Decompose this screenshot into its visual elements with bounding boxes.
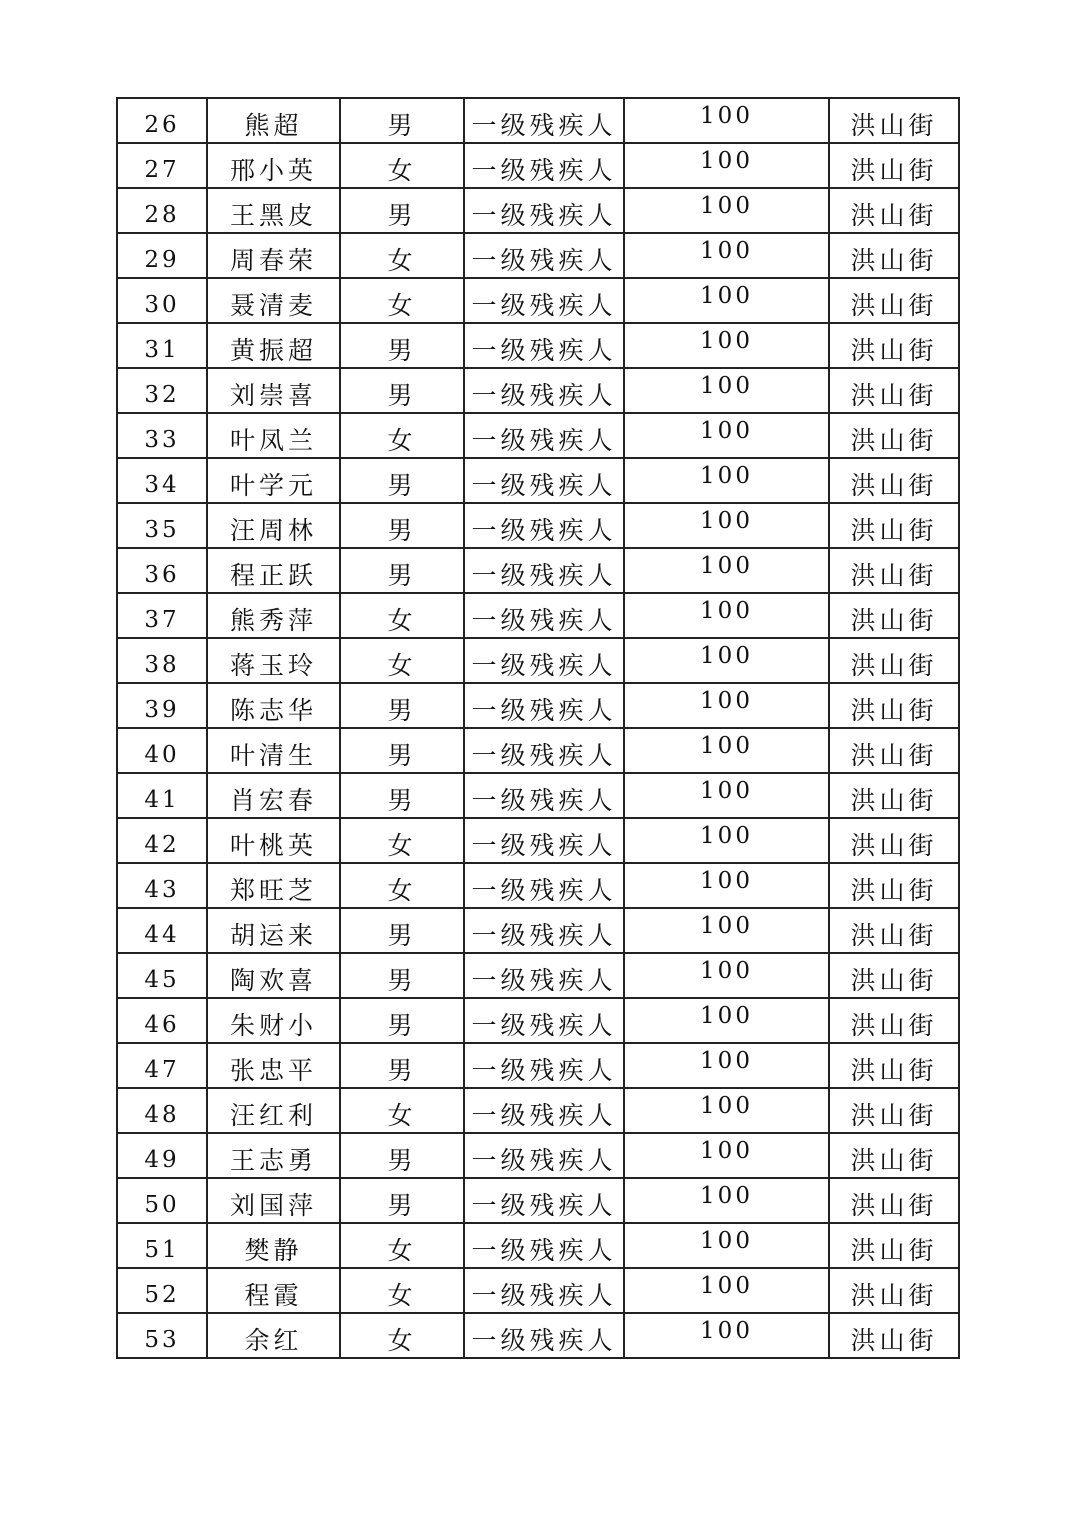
gender-cell: 女	[340, 593, 464, 638]
category-cell: 一级残疾人	[464, 413, 624, 458]
table-row	[117, 458, 959, 503]
row-number: 42	[117, 818, 207, 863]
row-number: 35	[117, 503, 207, 548]
category-cell: 一级残疾人	[464, 1043, 624, 1088]
category-cell: 一级残疾人	[464, 1313, 624, 1358]
gender-cell: 女	[340, 143, 464, 188]
gender-cell: 男	[340, 1178, 464, 1223]
category-cell: 一级残疾人	[464, 1133, 624, 1178]
amount-cell: 100	[624, 278, 829, 323]
area-cell: 洪山街	[829, 1133, 959, 1178]
person-name: 熊秀萍	[207, 593, 340, 638]
gender-cell: 男	[340, 728, 464, 773]
gender-cell: 男	[340, 458, 464, 503]
amount-cell: 100	[624, 1043, 829, 1088]
gender-cell: 女	[340, 1268, 464, 1313]
table-row	[117, 1043, 959, 1088]
amount-cell: 100	[624, 368, 829, 413]
person-name: 蒋玉玲	[207, 638, 340, 683]
gender-cell: 女	[340, 1313, 464, 1358]
person-name: 刘崇喜	[207, 368, 340, 413]
gender-cell: 女	[340, 278, 464, 323]
category-cell: 一级残疾人	[464, 683, 624, 728]
amount-cell: 100	[624, 503, 829, 548]
row-number: 31	[117, 323, 207, 368]
table-row	[117, 1178, 959, 1223]
row-number: 44	[117, 908, 207, 953]
area-cell: 洪山街	[829, 278, 959, 323]
table-row	[117, 638, 959, 683]
gender-cell: 女	[340, 233, 464, 278]
row-number: 26	[117, 98, 207, 143]
row-number: 47	[117, 1043, 207, 1088]
row-number: 37	[117, 593, 207, 638]
amount-cell: 100	[624, 1178, 829, 1223]
row-number: 40	[117, 728, 207, 773]
amount-cell: 100	[624, 638, 829, 683]
amount-cell: 100	[624, 998, 829, 1043]
amount-cell: 100	[624, 773, 829, 818]
row-number: 29	[117, 233, 207, 278]
area-cell: 洪山街	[829, 773, 959, 818]
person-name: 程正跃	[207, 548, 340, 593]
person-name: 周春荣	[207, 233, 340, 278]
table-row	[117, 278, 959, 323]
category-cell: 一级残疾人	[464, 233, 624, 278]
area-cell: 洪山街	[829, 953, 959, 998]
category-cell: 一级残疾人	[464, 953, 624, 998]
area-cell: 洪山街	[829, 548, 959, 593]
person-name: 程霞	[207, 1268, 340, 1313]
amount-cell: 100	[624, 908, 829, 953]
amount-cell: 100	[624, 1088, 829, 1133]
amount-cell: 100	[624, 683, 829, 728]
gender-cell: 女	[340, 1223, 464, 1268]
amount-cell: 100	[624, 1133, 829, 1178]
amount-cell: 100	[624, 323, 829, 368]
row-number: 50	[117, 1178, 207, 1223]
gender-cell: 男	[340, 683, 464, 728]
category-cell: 一级残疾人	[464, 188, 624, 233]
subsidy-table	[116, 97, 960, 1359]
gender-cell: 男	[340, 503, 464, 548]
amount-cell: 100	[624, 818, 829, 863]
table-row	[117, 1268, 959, 1313]
amount-cell: 100	[624, 98, 829, 143]
table-row	[117, 413, 959, 458]
gender-cell: 男	[340, 368, 464, 413]
area-cell: 洪山街	[829, 683, 959, 728]
person-name: 胡运来	[207, 908, 340, 953]
area-cell: 洪山街	[829, 1268, 959, 1313]
category-cell: 一级残疾人	[464, 998, 624, 1043]
category-cell: 一级残疾人	[464, 818, 624, 863]
row-number: 53	[117, 1313, 207, 1358]
row-number: 52	[117, 1268, 207, 1313]
area-cell: 洪山街	[829, 503, 959, 548]
person-name: 王黑皮	[207, 188, 340, 233]
row-number: 27	[117, 143, 207, 188]
area-cell: 洪山街	[829, 1043, 959, 1088]
category-cell: 一级残疾人	[464, 593, 624, 638]
table-row	[117, 1223, 959, 1268]
person-name: 朱财小	[207, 998, 340, 1043]
area-cell: 洪山街	[829, 593, 959, 638]
gender-cell: 男	[340, 908, 464, 953]
amount-cell: 100	[624, 593, 829, 638]
category-cell: 一级残疾人	[464, 368, 624, 413]
gender-cell: 女	[340, 818, 464, 863]
area-cell: 洪山街	[829, 323, 959, 368]
category-cell: 一级残疾人	[464, 908, 624, 953]
row-number: 38	[117, 638, 207, 683]
table-row	[117, 548, 959, 593]
table-row	[117, 1088, 959, 1133]
category-cell: 一级残疾人	[464, 1178, 624, 1223]
table-row	[117, 863, 959, 908]
person-name: 肖宏春	[207, 773, 340, 818]
gender-cell: 男	[340, 773, 464, 818]
table-body	[117, 98, 959, 1358]
person-name: 叶学元	[207, 458, 340, 503]
person-name: 张忠平	[207, 1043, 340, 1088]
row-number: 32	[117, 368, 207, 413]
table-row	[117, 728, 959, 773]
area-cell: 洪山街	[829, 413, 959, 458]
gender-cell: 男	[340, 998, 464, 1043]
area-cell: 洪山街	[829, 908, 959, 953]
gender-cell: 男	[340, 1043, 464, 1088]
person-name: 陈志华	[207, 683, 340, 728]
table-row	[117, 773, 959, 818]
gender-cell: 女	[340, 413, 464, 458]
gender-cell: 男	[340, 548, 464, 593]
row-number: 36	[117, 548, 207, 593]
row-number: 34	[117, 458, 207, 503]
row-number: 39	[117, 683, 207, 728]
area-cell: 洪山街	[829, 368, 959, 413]
table-row	[117, 953, 959, 998]
person-name: 郑旺芝	[207, 863, 340, 908]
row-number: 45	[117, 953, 207, 998]
amount-cell: 100	[624, 863, 829, 908]
row-number: 43	[117, 863, 207, 908]
area-cell: 洪山街	[829, 863, 959, 908]
category-cell: 一级残疾人	[464, 1268, 624, 1313]
person-name: 叶桃英	[207, 818, 340, 863]
person-name: 汪红利	[207, 1088, 340, 1133]
category-cell: 一级残疾人	[464, 863, 624, 908]
row-number: 48	[117, 1088, 207, 1133]
table-row	[117, 503, 959, 548]
person-name: 熊超	[207, 98, 340, 143]
person-name: 叶清生	[207, 728, 340, 773]
amount-cell: 100	[624, 1313, 829, 1358]
gender-cell: 女	[340, 1088, 464, 1133]
table-row	[117, 233, 959, 278]
category-cell: 一级残疾人	[464, 728, 624, 773]
category-cell: 一级残疾人	[464, 1088, 624, 1133]
person-name: 陶欢喜	[207, 953, 340, 998]
table-row	[117, 593, 959, 638]
person-name: 刘国萍	[207, 1178, 340, 1223]
category-cell: 一级残疾人	[464, 548, 624, 593]
amount-cell: 100	[624, 548, 829, 593]
amount-cell: 100	[624, 1268, 829, 1313]
table-row	[117, 818, 959, 863]
area-cell: 洪山街	[829, 1313, 959, 1358]
person-name: 樊静	[207, 1223, 340, 1268]
table-row	[117, 143, 959, 188]
category-cell: 一级残疾人	[464, 638, 624, 683]
area-cell: 洪山街	[829, 233, 959, 278]
table-row	[117, 368, 959, 413]
area-cell: 洪山街	[829, 188, 959, 233]
category-cell: 一级残疾人	[464, 98, 624, 143]
area-cell: 洪山街	[829, 638, 959, 683]
area-cell: 洪山街	[829, 728, 959, 773]
person-name: 黄振超	[207, 323, 340, 368]
amount-cell: 100	[624, 458, 829, 503]
area-cell: 洪山街	[829, 998, 959, 1043]
category-cell: 一级残疾人	[464, 323, 624, 368]
table-row	[117, 323, 959, 368]
table-row	[117, 1313, 959, 1358]
person-name: 聂清麦	[207, 278, 340, 323]
category-cell: 一级残疾人	[464, 143, 624, 188]
amount-cell: 100	[624, 188, 829, 233]
person-name: 邢小英	[207, 143, 340, 188]
row-number: 41	[117, 773, 207, 818]
gender-cell: 男	[340, 188, 464, 233]
category-cell: 一级残疾人	[464, 278, 624, 323]
table-row	[117, 1133, 959, 1178]
gender-cell: 男	[340, 323, 464, 368]
gender-cell: 女	[340, 638, 464, 683]
table-row	[117, 683, 959, 728]
gender-cell: 女	[340, 863, 464, 908]
row-number: 28	[117, 188, 207, 233]
area-cell: 洪山街	[829, 98, 959, 143]
amount-cell: 100	[624, 1223, 829, 1268]
amount-cell: 100	[624, 143, 829, 188]
table-row	[117, 188, 959, 233]
table-row	[117, 908, 959, 953]
category-cell: 一级残疾人	[464, 503, 624, 548]
person-name: 汪周林	[207, 503, 340, 548]
category-cell: 一级残疾人	[464, 458, 624, 503]
area-cell: 洪山街	[829, 1223, 959, 1268]
amount-cell: 100	[624, 728, 829, 773]
area-cell: 洪山街	[829, 1088, 959, 1133]
table-row	[117, 998, 959, 1043]
person-name: 王志勇	[207, 1133, 340, 1178]
category-cell: 一级残疾人	[464, 773, 624, 818]
person-name: 叶凤兰	[207, 413, 340, 458]
row-number: 49	[117, 1133, 207, 1178]
area-cell: 洪山街	[829, 458, 959, 503]
row-number: 30	[117, 278, 207, 323]
row-number: 51	[117, 1223, 207, 1268]
gender-cell: 男	[340, 953, 464, 998]
person-name: 余红	[207, 1313, 340, 1358]
row-number: 46	[117, 998, 207, 1043]
table-row	[117, 98, 959, 143]
area-cell: 洪山街	[829, 818, 959, 863]
area-cell: 洪山街	[829, 143, 959, 188]
area-cell: 洪山街	[829, 1178, 959, 1223]
gender-cell: 男	[340, 98, 464, 143]
gender-cell: 男	[340, 1133, 464, 1178]
amount-cell: 100	[624, 953, 829, 998]
row-number: 33	[117, 413, 207, 458]
amount-cell: 100	[624, 413, 829, 458]
amount-cell: 100	[624, 233, 829, 278]
category-cell: 一级残疾人	[464, 1223, 624, 1268]
